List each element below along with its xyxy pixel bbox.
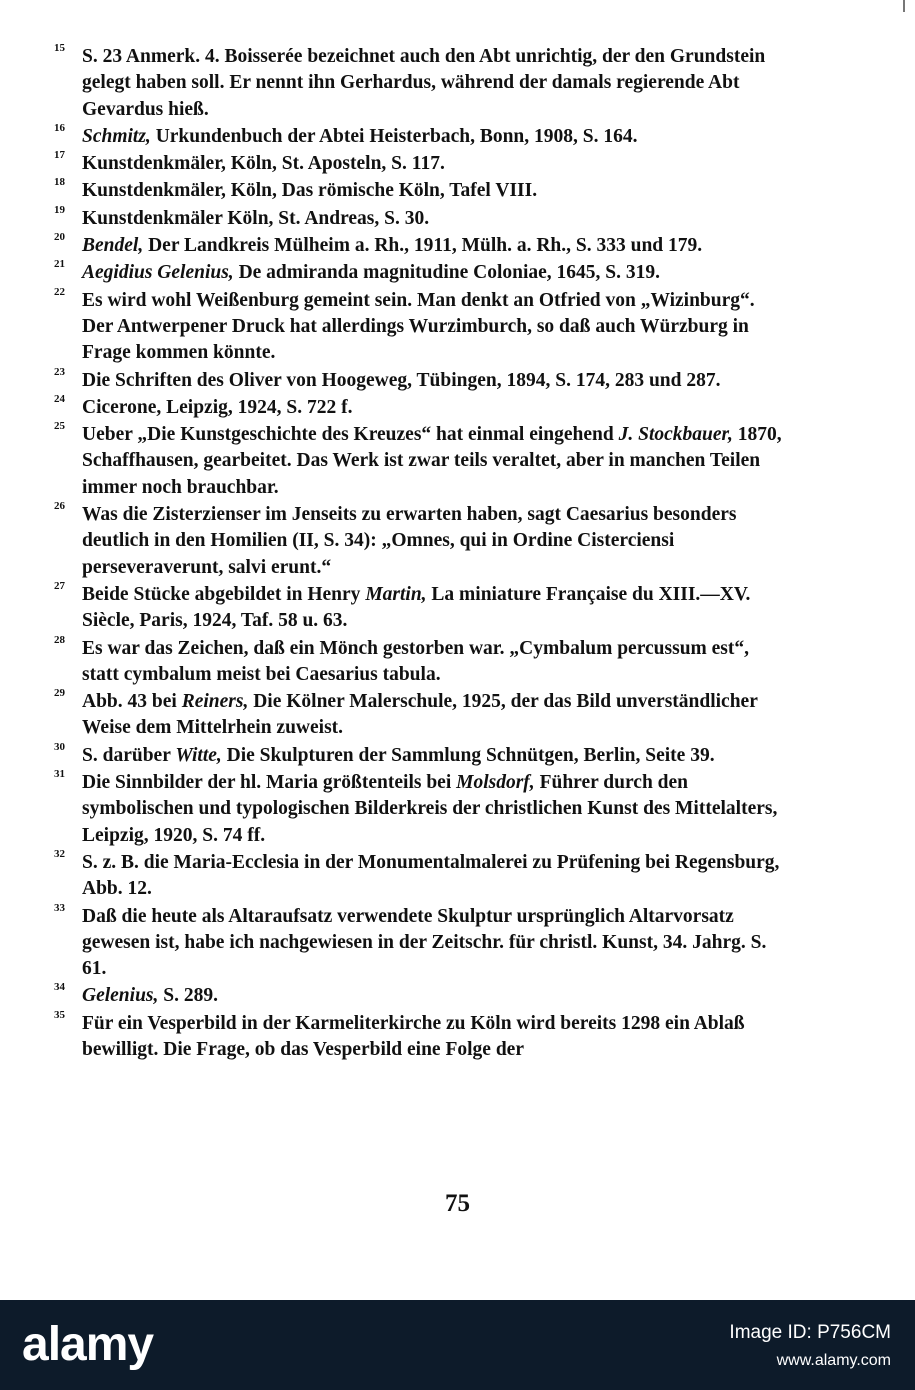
- footnote-text: La miniature Française du XIII.—XV. Siècle, Paris, 1924, Taf. 58 u. 63.: [82, 583, 751, 632]
- footnote-number: 25: [54, 420, 65, 433]
- footnote-text: Urkundenbuch der Abtei Heisterbach, Bonn, 1908, S. 164.: [150, 125, 638, 147]
- footnote-text: Cicerone, Leipzig, 1924, S. 722 f.: [82, 396, 353, 418]
- footnote-author: Schmitz,: [82, 125, 151, 147]
- footnote-number: 35: [54, 1008, 65, 1021]
- footnote-author: Molsdorf,: [456, 772, 535, 794]
- footnote-text: S. darüber: [82, 744, 176, 766]
- footnote-author: Gelenius,: [82, 985, 159, 1007]
- footnote-number: 19: [54, 203, 65, 216]
- page-number: 75: [445, 1190, 470, 1217]
- footnote-18: [52, 178, 782, 204]
- footnote-text: Kunstdenkmäler, Köln, Das römische Köln, Tafel VIII.: [82, 180, 538, 202]
- footnote-number: 32: [54, 847, 65, 860]
- footnote-number: 29: [54, 687, 65, 700]
- footnote-21: [52, 260, 782, 286]
- footnote-17: [52, 151, 782, 177]
- footnote-30: [52, 740, 782, 769]
- footnote-number: 27: [54, 579, 65, 592]
- footnote-text: Beide Stücke abgebildet in Henry: [82, 583, 366, 605]
- footnote-26: [52, 502, 782, 581]
- footnote-text: Der Landkreis Mülheim a. Rh., 1911, Mülh. a. Rh., S. 333 und 179.: [143, 235, 703, 257]
- footnote-author: Bendel,: [82, 235, 144, 257]
- alamy-url: www.alamy.com: [776, 1352, 891, 1369]
- footnote-number: 22: [54, 285, 65, 298]
- image-id: Image ID: P756CM: [729, 1322, 891, 1343]
- footnote-number: 23: [54, 365, 65, 378]
- footnote-number: 16: [54, 121, 65, 134]
- footnote-29: [52, 689, 782, 742]
- scan-edge-mark: [903, 0, 905, 12]
- footnote-text: Abb. 43 bei: [82, 691, 182, 713]
- footnote-text: Kunstdenkmäler Köln, St. Andreas, S. 30.: [82, 207, 430, 229]
- footnote-number: 18: [54, 176, 65, 189]
- footnote-22: [52, 285, 782, 367]
- footnote-19: [52, 203, 782, 232]
- footnote-text: 1870, Schaffhausen, gearbeitet. Das Werk ist zwar teils veraltet, aber in manchen Teilen immer noch brauchbar.: [82, 424, 782, 498]
- footnote-number: 26: [54, 500, 65, 513]
- footnote-text: S. 289.: [158, 985, 218, 1007]
- watermark-banner: [0, 1300, 915, 1390]
- footnote-number: 33: [54, 901, 65, 914]
- footnote-text: Die Skulpturen der Sammlung Schnütgen, Berlin, Seite 39.: [221, 744, 715, 766]
- footnote-text: Was die Zisterzienser im Jenseits zu erwarten haben, sagt Caesarius besonders deutlich in den Homilien (II, S. 34): „Omnes, qui in Ordine Cisterciensi perseveraverunt, salvi erunt.“: [82, 504, 737, 578]
- footnote-text: Die Schriften des Oliver von Hoogeweg, Tübingen, 1894, S. 174, 283 und 287.: [82, 369, 721, 391]
- footnote-27: [52, 579, 782, 635]
- footnote-author: Aegidius Gelenius,: [82, 262, 234, 284]
- footnote-text: De admiranda magnitudine Coloniae, 1645, S. 319.: [233, 262, 661, 284]
- footnote-23: [52, 365, 782, 394]
- footnote-20: [52, 233, 782, 259]
- alamy-logo: alamy: [22, 1318, 154, 1371]
- footnote-number: 28: [54, 633, 65, 646]
- footnote-text: Es war das Zeichen, daß ein Mönch gestorben war. „Cymbalum percussum est“, statt cymbalum meist bei Caesarius tabula.: [82, 637, 750, 685]
- footnote-number: 30: [54, 740, 65, 753]
- footnote-text: Ueber „Die Kunstgeschichte des Kreuzes“ hat einmal eingehend: [82, 424, 619, 446]
- footnote-text: Für ein Vesperbild in der Karmeliterkirche zu Köln wird bereits 1298 ein Ablaß bewilligt. Die Frage, ob das Vesperbild eine Folge der: [82, 1012, 745, 1060]
- footnote-author: Reiners,: [181, 691, 249, 713]
- footnote-author: J. Stockbauer,: [618, 424, 733, 446]
- footnote-35: [52, 1008, 782, 1064]
- footnote-number: 15: [54, 42, 65, 54]
- footnote-author: Martin,: [365, 583, 427, 605]
- footnote-33: [52, 901, 782, 983]
- footnote-number: 24: [54, 392, 65, 405]
- footnote-text: S. 23 Anmerk. 4. Boisserée bezeichnet auch den Abt unrichtig, der den Grundstein gelegt haben soll. Er nennt ihn Gerhardus, während der damals regierende Abt Gevardus hieß.: [82, 46, 766, 120]
- footnote-number: 21: [54, 258, 65, 271]
- footnote-24: [52, 392, 782, 421]
- footnotes-list: [52, 44, 782, 1064]
- footnote-text: Es wird wohl Weißenburg gemeint sein. Man denkt an Otfried von „Wizinburg“. Der Antwerpener Druck hat allerdings Wurzimburch, so daß auch Würzburg in Frage kommen könnte.: [82, 289, 755, 364]
- footnote-number: 20: [54, 231, 65, 244]
- footnote-16: [52, 121, 782, 150]
- footnote-15: [52, 44, 782, 123]
- footnote-text: Die Kölner Malerschule, 1925, der das Bild unverständlicher Weise dem Mittelrhein zuweist.: [82, 691, 758, 739]
- footnote-text: Daß die heute als Altaraufsatz verwendete Skulptur ursprünglich Altarvorsatz gewesen ist, habe ich nachgewiesen in der Zeitschr. für christl. Kunst, 34. Jahrg. S. 61.: [82, 905, 767, 980]
- footnote-25: [52, 422, 782, 501]
- footnote-text: Führer durch den symbolischen und typologischen Bilderkreis der christlichen Kunst des Mittelalters, Leipzig, 1920, S. 74 ff.: [82, 772, 778, 846]
- footnote-31: [52, 770, 782, 849]
- footnote-number: 17: [54, 149, 65, 162]
- footnote-text: Die Sinnbilder der hl. Maria größtenteils bei: [82, 772, 457, 794]
- footnote-number: 31: [54, 768, 65, 781]
- footnote-number: 34: [54, 981, 65, 994]
- footnote-text: S. z. B. die Maria-Ecclesia in der Monumentalmalerei zu Prüfening bei Regensburg, Abb. 12.: [82, 851, 780, 900]
- footnote-32: [52, 847, 782, 903]
- footnote-28: [52, 633, 782, 689]
- footnote-text: Kunstdenkmäler, Köln, St. Aposteln, S. 117.: [82, 153, 445, 175]
- footnote-34: [52, 983, 782, 1009]
- footnote-author: Witte,: [175, 744, 222, 766]
